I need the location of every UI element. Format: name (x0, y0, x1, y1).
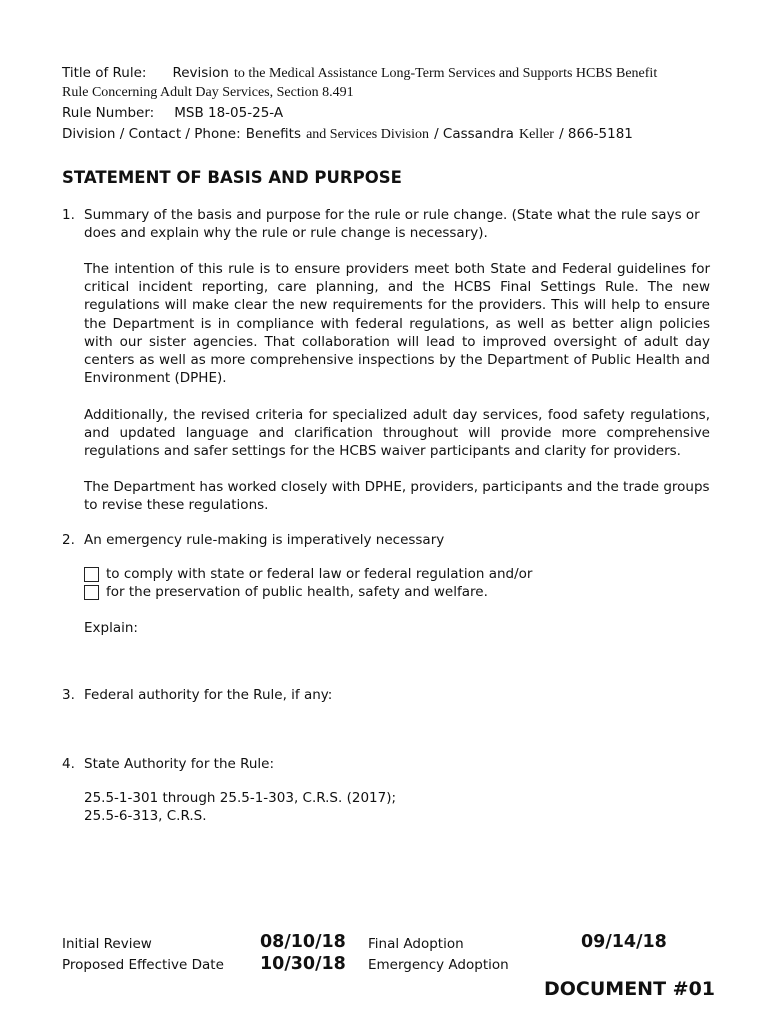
rule-number-label: Rule Number: (62, 105, 155, 121)
checkbox-label: to comply with state or federal law or federal regulation and/or (106, 565, 533, 582)
title-text: to the Medical Assistance Long-Term Services and Supports HCBS Benefit (233, 66, 658, 81)
emergency-adoption-label: Emergency Adoption (368, 957, 509, 973)
title-of-rule-line (62, 62, 722, 83)
item-text: An emergency rule-making is imperatively necessary (84, 532, 445, 548)
item-text: Summary of the basis and purpose for the rule or rule change. (State what the rule says or does and explain why the rule or rule change is necessary). (84, 207, 700, 242)
checkbox-label: for the preservation of public health, safety and welfare. (106, 583, 488, 600)
item-number: 4. (62, 756, 75, 772)
final-adoption-date: 09/14/18 (581, 932, 667, 952)
state-authority-line-1: 25.5-1-301 through 25.5-1-303, C.R.S. (2017); (84, 790, 397, 806)
proposed-effective-date: 10/30/18 (260, 954, 346, 974)
contact-first: / Cassandra (434, 126, 514, 142)
final-adoption-label: Final Adoption (368, 936, 464, 952)
proposed-effective-label: Proposed Effective Date (62, 957, 224, 973)
item-number: 1. (62, 207, 75, 223)
division-contact-line (62, 123, 722, 144)
item-1 (62, 206, 712, 242)
item-number: 2. (62, 532, 75, 548)
contact-last: Keller (518, 127, 554, 142)
division-word: Benefits (245, 126, 301, 142)
explain-label: Explain: (84, 620, 138, 636)
division-label: Division / Contact / Phone: (62, 126, 241, 142)
checkbox[interactable] (84, 585, 99, 600)
title-line-2: Rule Concerning Adult Day Services, Section 8.491 (62, 85, 354, 100)
item-3 (62, 686, 712, 704)
contact-phone: / 866-5181 (559, 126, 633, 142)
rule-number-line (62, 102, 722, 123)
initial-review-label: Initial Review (62, 936, 152, 952)
item-text: Federal authority for the Rule, if any: (84, 687, 333, 703)
checkbox-row-comply[interactable] (84, 565, 532, 583)
item-2 (62, 531, 712, 549)
title-word: Revision (172, 65, 229, 81)
item-number: 3. (62, 687, 75, 703)
item-text: State Authority for the Rule: (84, 756, 275, 772)
title-label: Title of Rule: (62, 65, 147, 81)
division-rest: and Services Division (306, 127, 429, 142)
section-heading: STATEMENT OF BASIS AND PURPOSE (62, 168, 402, 187)
paragraph-additionally: Additionally, the revised criteria for specialized adult day services, food safety regulations, and updated language and clarification throughout will provide more comprehensive regulations and safer settings for the HCBS waiver participants and clarity for providers. (84, 407, 710, 460)
rule-number: MSB 18-05-25-A (174, 105, 284, 121)
initial-review-date: 08/10/18 (260, 932, 346, 952)
paragraph-intention: The intention of this rule is to ensure providers meet both State and Federal guidelines for critical incident reporting, care planning, and the HCBS Final Settings Rule. The new regulations will make clear the new requirements for the providers. This will help to ensure the Department is in compliance with federal regulations, as well as better align policies with our sister agencies. That collaboration will lead to improved oversight of adult day centers as well as more comprehensive inspections by the Department of Public Health and Environment (DPHE). (84, 261, 710, 387)
state-authority-line-2: 25.5-6-313, C.R.S. (84, 808, 207, 824)
item-4 (62, 755, 712, 773)
checkbox-row-preservation[interactable] (84, 583, 488, 601)
paragraph-department: The Department has worked closely with DPHE, providers, participants and the trade groups to revise these regulations. (84, 479, 710, 514)
document-number: DOCUMENT #01 (544, 978, 716, 1000)
checkbox[interactable] (84, 567, 99, 582)
rule-header (62, 62, 722, 144)
